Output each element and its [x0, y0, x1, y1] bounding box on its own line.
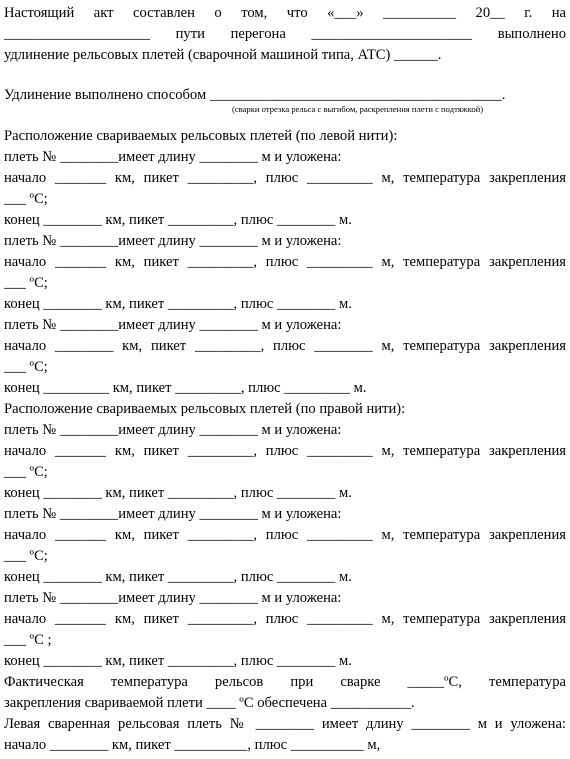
right-rail-1-start: начало _______ км, пикет _________, плюс _________ м, температура закрепления [4, 443, 566, 459]
right-rail-3-temp: ___ ºС ; [4, 632, 52, 648]
right-rail-1-end: конец ________ км, пикет _________, плюс ________ м. [4, 485, 352, 501]
right-rail-3-end: конец ________ км, пикет _________, плюс ________ м. [4, 653, 352, 669]
left-rail-2-start: начало _______ км, пикет _________, плюс _________ м, температура закрепления [4, 254, 566, 270]
left-rail-1-line: плеть № ________имеет длину ________ м и уложена: [4, 149, 342, 165]
right-rail-2-line: плеть № ________имеет длину ________ м и уложена: [4, 506, 342, 522]
left-rail-2-end: конец ________ км, пикет _________, плюс ________ м. [4, 296, 352, 312]
right-thread-heading: Расположение свариваемых рельсовых плетей (по правой нити): [4, 401, 406, 417]
left-rail-2-line: плеть № ________имеет длину ________ м и уложена: [4, 233, 342, 249]
left-rail-2-temp: ___ ºС; [4, 275, 48, 291]
intro-line-3: удлинение рельсовых плетей (сварочной машиной типа, АТС) ______. [4, 47, 442, 63]
right-rail-3-line: плеть № ________имеет длину ________ м и уложена: [4, 590, 342, 606]
method-hint: (сварки отрезка рельса с выгибом, раскрепления плети с подтяжкой) [232, 104, 484, 114]
right-rail-2-end: конец ________ км, пикет _________, плюс ________ м. [4, 569, 352, 585]
method-label: Удлинение выполнено способом ________________________________________. [4, 87, 506, 103]
right-rail-1-temp: ___ ºС; [4, 464, 48, 480]
left-rail-3-end: конец _________ км, пикет _________, плюс _________ м. [4, 380, 367, 396]
left-rail-1-end: конец ________ км, пикет _________, плюс ________ м. [4, 212, 352, 228]
left-thread-heading: Расположение свариваемых рельсовых плетей (по левой нити): [4, 128, 398, 144]
right-rail-2-temp: ___ ºС; [4, 548, 48, 564]
left-rail-3-line: плеть № ________имеет длину ________ м и уложена: [4, 317, 342, 333]
welded-rail-line: Левая сваренная рельсовая плеть № ________ имеет длину ________ м и уложена: [4, 716, 566, 732]
right-rail-1-line: плеть № ________имеет длину ________ м и уложена: [4, 422, 342, 438]
right-rail-3-start: начало _______ км, пикет _________, плюс _________ м, температура закрепления [4, 611, 566, 627]
right-rail-2-start: начало _______ км, пикет _________, плюс _________ м, температура закрепления [4, 527, 566, 543]
actual-temp-line-1: Фактическая температура рельсов при сварке _____ºС, температура [4, 674, 566, 690]
left-rail-3-start: начало ________ км, пикет _________, плюс ________ м, температура закрепления [4, 338, 566, 354]
intro-line-2: ____________________ пути перегона ______________________ выполнено [4, 26, 566, 42]
intro-line-1: Настоящий акт составлен о том, что «___» __________ 20__ г. на [4, 5, 566, 21]
left-rail-1-start: начало _______ км, пикет _________, плюс _________ м, температура закрепления [4, 170, 566, 186]
welded-rail-start: начало ________ км, пикет __________, плюс __________ м, [4, 737, 381, 753]
left-rail-1-temp: ___ ºС; [4, 191, 48, 207]
actual-temp-line-2: закрепления свариваемой плети ____ ºС обеспечена ___________. [4, 695, 415, 711]
left-rail-3-temp: ___ ºС; [4, 359, 48, 375]
